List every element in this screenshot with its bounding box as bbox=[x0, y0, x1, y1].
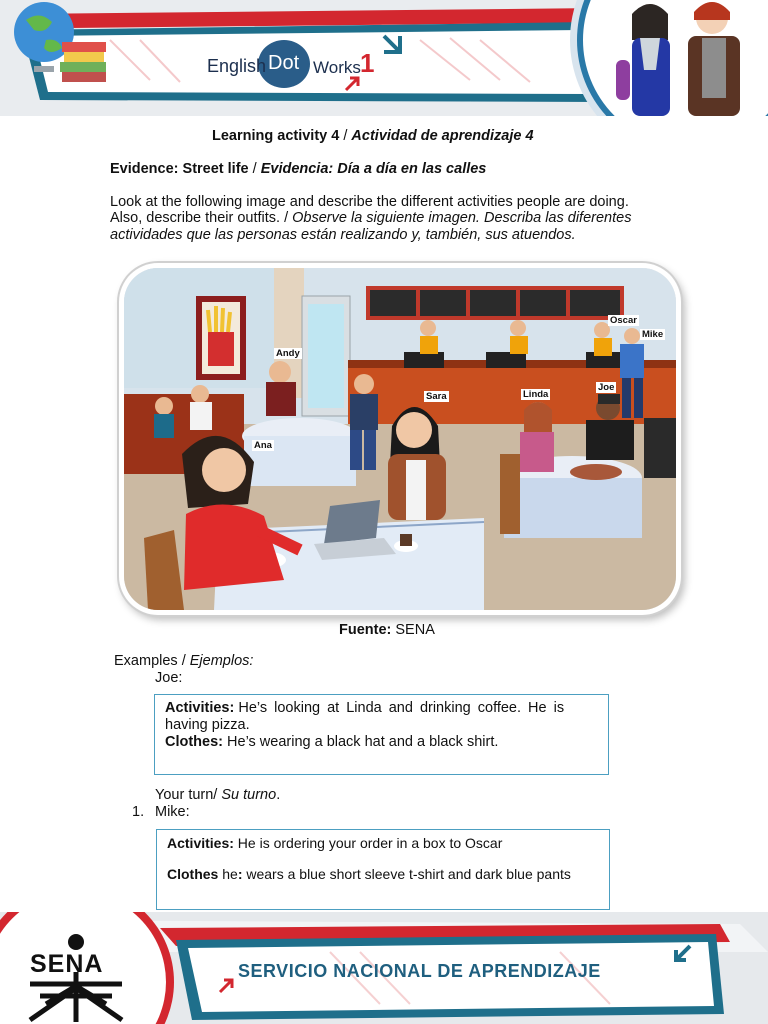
answer-box[interactable] bbox=[156, 829, 610, 910]
evidence-heading bbox=[110, 161, 486, 178]
laptop bbox=[324, 500, 380, 544]
title-es: Actividad de aprendizaje 4 bbox=[351, 128, 534, 144]
answer-clothes-colon: : bbox=[237, 866, 243, 882]
logo-number: 1 bbox=[360, 48, 375, 78]
example-activities-label: Activities: bbox=[165, 700, 235, 716]
evidence-separator: / bbox=[248, 161, 261, 177]
source-value: SENA bbox=[391, 622, 435, 638]
answer-number: 1. bbox=[132, 804, 145, 820]
book-red-icon bbox=[62, 72, 106, 82]
footer-banner-text: SERVICIO NACIONAL DE APRENDIZAJE bbox=[238, 961, 601, 981]
example-activities-text: He’s looking at Linda and drinking coffee. He is bbox=[238, 700, 565, 716]
answer-clothes-label: Clothes bbox=[167, 866, 219, 882]
instructions-line3: actividades que las personas están realizando y, también, sus atuendos. bbox=[110, 227, 576, 243]
example-activities-line2: having pizza. bbox=[165, 717, 250, 733]
label-oscar: Oscar bbox=[610, 315, 637, 326]
example-clothes-label: Clothes: bbox=[165, 734, 223, 750]
your-turn-en: Your turn/ bbox=[155, 787, 222, 803]
label-ana: Ana bbox=[254, 440, 272, 451]
answer-person: Mike: bbox=[155, 804, 190, 820]
answer-clothes-mid: he bbox=[218, 866, 238, 882]
page-header bbox=[0, 0, 768, 116]
example-activities-line1 bbox=[165, 700, 598, 717]
restaurant-illustration bbox=[124, 268, 676, 610]
label-mike: Mike bbox=[642, 329, 664, 340]
instructions-line2-en: Also, describe their outfits. / bbox=[110, 210, 293, 226]
evidence-es: Evidencia: Día a día en las calles bbox=[260, 161, 487, 177]
image-source bbox=[339, 622, 435, 639]
label-andy: Andy bbox=[276, 348, 300, 359]
your-turn-period: . bbox=[276, 787, 281, 803]
source-label: Fuente: bbox=[339, 622, 392, 638]
answer-activities[interactable] bbox=[167, 835, 502, 852]
books-icon bbox=[62, 42, 106, 52]
restaurant-scene bbox=[124, 268, 676, 610]
logo-word-works: Works bbox=[313, 58, 361, 77]
answer-clothes[interactable] bbox=[167, 866, 571, 883]
title-separator: / bbox=[339, 128, 352, 144]
label-linda: Linda bbox=[523, 389, 549, 400]
example-clothes-text: He’s wearing a black hat and a black shirt. bbox=[223, 734, 499, 750]
instructions-line2-es: Observe la siguiente imagen. Describa las diferentes bbox=[292, 210, 632, 226]
logo-word-english: English bbox=[207, 56, 267, 76]
book-yellow-icon bbox=[64, 52, 104, 62]
header-banner bbox=[0, 0, 768, 116]
example-box bbox=[154, 694, 609, 775]
instructions-line2 bbox=[110, 210, 631, 227]
example-clothes bbox=[165, 734, 498, 751]
page-footer bbox=[0, 912, 768, 1024]
label-sara: Sara bbox=[426, 391, 447, 402]
your-turn-label bbox=[155, 787, 280, 804]
example-person: Joe: bbox=[155, 670, 183, 686]
title-en: Learning activity 4 bbox=[212, 128, 340, 144]
page-title bbox=[212, 128, 534, 145]
sena-logo-text: SENA bbox=[30, 950, 104, 978]
examples-label-es: Ejemplos: bbox=[189, 653, 254, 669]
answer-clothes-text[interactable]: wears a blue short sleeve t-shirt and dark blue pants bbox=[242, 866, 571, 882]
book-green-icon bbox=[60, 62, 106, 72]
examples-label-en: Examples / bbox=[114, 653, 190, 669]
instructions-line1: Look at the following image and describe the different activities people are doing. bbox=[110, 194, 629, 210]
examples-label bbox=[114, 653, 253, 670]
globe-stand-icon bbox=[34, 66, 54, 72]
logo-word-dot: Dot bbox=[268, 52, 300, 74]
label-joe: Joe bbox=[598, 382, 615, 393]
menu-boards bbox=[366, 286, 624, 320]
answer-activities-text[interactable]: He is ordering your order in a box to Oscar bbox=[233, 835, 503, 851]
your-turn-es: Su turno bbox=[221, 787, 277, 803]
evidence-en: Evidence: Street life bbox=[110, 161, 249, 177]
answer-activities-label: Activities: bbox=[167, 835, 234, 851]
